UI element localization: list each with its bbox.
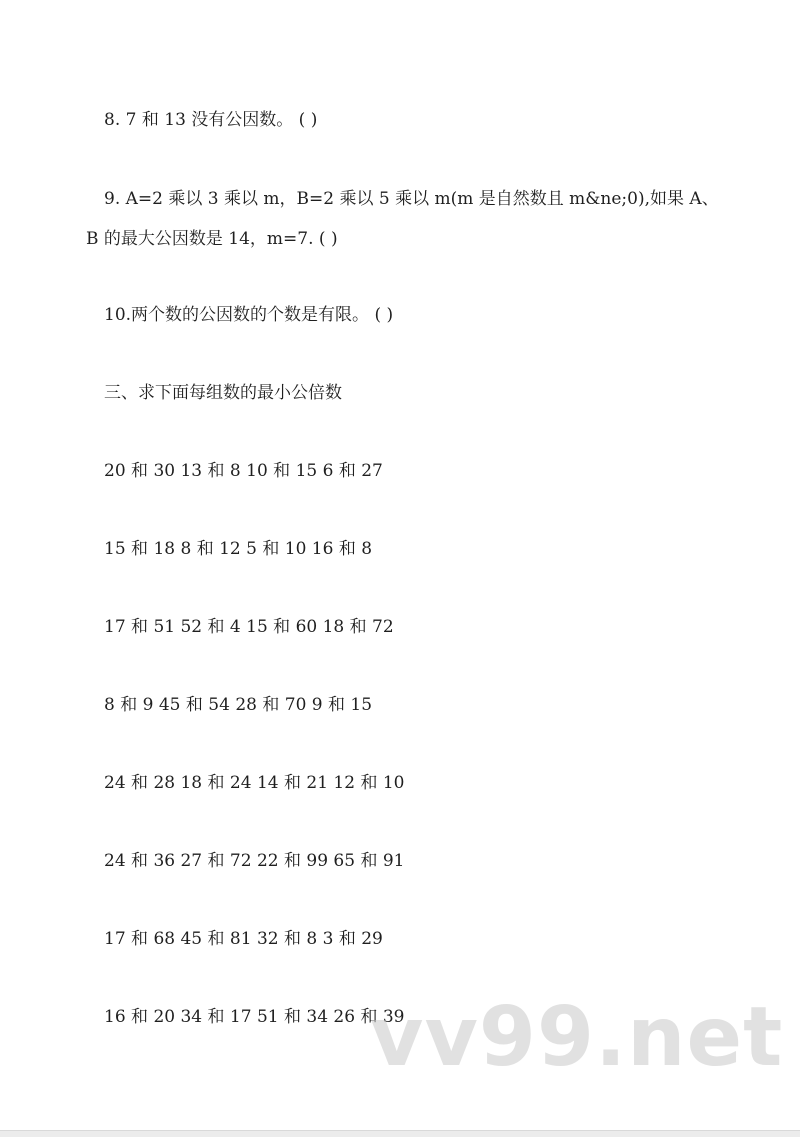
section-three-title: 三、求下面每组数的最小公倍数 — [104, 383, 342, 403]
question-9-line-1: 9. A=2 乘以 3 乘以 m，B=2 乘以 5 乘以 m(m 是自然数且 m&ne;0),如果 A、 — [104, 189, 719, 209]
watermark: vv99.net — [370, 990, 784, 1085]
question-8: 8. 7 和 13 没有公因数。 ( ) — [104, 110, 318, 130]
number-pair-row: 15 和 18 8 和 12 5 和 10 16 和 8 — [104, 539, 373, 559]
question-10: 10.两个数的公因数的个数是有限。 ( ) — [104, 305, 394, 325]
number-pair-row: 16 和 20 34 和 17 51 和 34 26 和 39 — [104, 1007, 405, 1027]
number-pair-row: 8 和 9 45 和 54 28 和 70 9 和 15 — [104, 695, 373, 715]
number-pair-row: 17 和 51 52 和 4 15 和 60 18 和 72 — [104, 617, 394, 637]
question-9-line-2: B 的最大公因数是 14，m=7. ( ) — [86, 229, 338, 249]
number-pair-row: 17 和 68 45 和 81 32 和 8 3 和 29 — [104, 929, 383, 949]
number-pair-row: 20 和 30 13 和 8 10 和 15 6 和 27 — [104, 461, 383, 481]
number-pair-row: 24 和 36 27 和 72 22 和 99 65 和 91 — [104, 851, 405, 871]
page-bottom-strip — [0, 1131, 800, 1137]
number-pair-row: 24 和 28 18 和 24 14 和 21 12 和 10 — [104, 773, 405, 793]
